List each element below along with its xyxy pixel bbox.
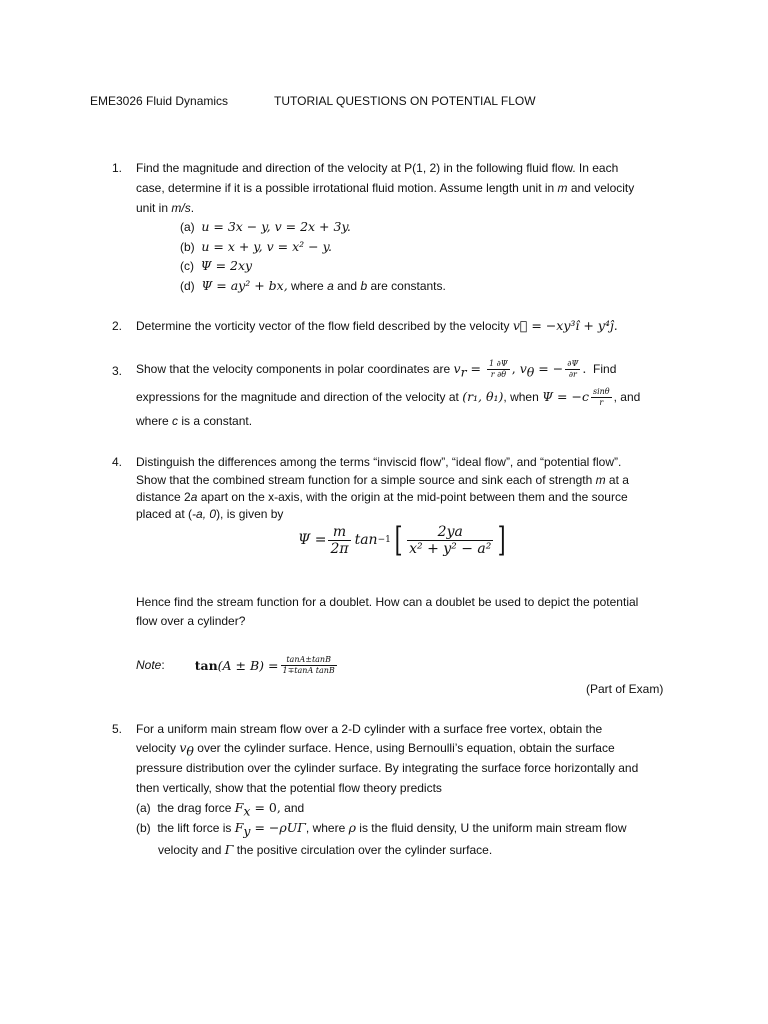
question-number: 2. (112, 319, 123, 333)
question-text: Find the magnitude and direction of the velocity at P(1, 2) in the following fluid flow. In each (136, 161, 619, 175)
fraction: $\frac{\partial\Psi}{\partial r}$ (567, 359, 579, 380)
question-text: Show that the combined stream function for a simple source and sink each of strength m at a (136, 473, 629, 487)
subpart-b: (b) the lift force is $F_y = -\rho U\Gamma$, where ρ is the fluid density, U the uniform main stream flow (136, 820, 627, 839)
exam-note: (Part of Exam) (586, 682, 664, 696)
question-text: where c is a constant. (136, 414, 253, 428)
question-text: pressure distribution over the cylinder surface. By integrating the surface force horizontally and (136, 761, 639, 775)
fraction: $\frac{\sin\theta}{r}$ (592, 387, 610, 408)
question-number: 1. (112, 161, 123, 175)
question-text: then vertically, show that the potential flow theory predicts (136, 781, 442, 795)
course-name: EME3026 Fluid Dynamics (90, 94, 229, 108)
question-text: For a uniform main stream flow over a 2-D cylinder with a surface free vortex, obtain the (136, 722, 603, 736)
question-text: Hence find the stream function for a doublet. How can a doublet be used to depict the potential (136, 595, 639, 609)
subpart-a: (a) the drag force $F_x = 0$, and (136, 800, 305, 819)
subpart-b: (b) u = x + y, v = x² − y. (180, 239, 332, 254)
question-text: expressions for the magnitude and direction of the velocity at (r₁, θ₁), when Ψ = −c $\frac{\sin\theta}{r}$ , and (136, 387, 641, 408)
question-number: 5. (112, 722, 123, 736)
stream-function-equation: Ψ = $\frac{m}{2\pi}$ tan −1 [ $\frac{2ya}{\text{x² + y² − a²}}$ ] (298, 520, 506, 560)
question-number: 4. (112, 455, 123, 469)
document-title: TUTORIAL QUESTIONS ON POTENTIAL FLOW (274, 94, 536, 108)
note-formula: Note : tan (A ± B) = $\frac{\tan A\pm\tan B}{\text{1∓tanA tanB}}$ (136, 654, 335, 675)
question-text: Distinguish the differences among the terms “inviscid flow”, “ideal flow”, and “potential flow”. (136, 455, 622, 469)
question-number: 3. (112, 364, 123, 378)
fraction: $\frac{2ya}{\text{x² + y² − a²}}$ (409, 523, 492, 557)
question-text: Show that the velocity components in polar coordinates are $v_r$ = $\frac{1 \partial\Psi}{r \partial\theta}$ , $v_\theta$ = − $\frac{\partial\Psi}{\partial r}$ . Find (136, 359, 617, 380)
fraction: $\frac{1 \partial\Psi}{r \partial\theta}$ (488, 359, 508, 380)
subpart-c: (c) Ψ = 2xy (180, 258, 253, 273)
question-text: flow over a cylinder? (136, 614, 246, 628)
subpart-d: (d) Ψ = ay² + bx, where a and b are constants. (180, 278, 446, 293)
question-text: case, determine if it is a possible irrotational fluid motion. Assume length unit in m and velocity (136, 181, 635, 195)
fraction: $\frac{\tan A\pm\tan B}{\text{1∓tanA tanB}}$ (282, 654, 335, 675)
fraction: $\frac{m}{2\pi}$ (330, 523, 349, 557)
subpart-b-continued: velocity and Γ the positive circulation over the cylinder surface. (158, 842, 493, 857)
question-text: distance 2a apart on the x-axis, with the origin at the mid-point between them and the source (136, 490, 628, 504)
subpart-a: (a) u = 3x − y, v = 2x + 3y. (180, 219, 351, 234)
question-text: Determine the vorticity vector of the flow field described by the velocity v⃗ = −xy³î + y⁴ĵ. (136, 318, 618, 333)
question-text: unit in m/s. (136, 201, 195, 215)
question-text: velocity $v_\theta$ over the cylinder surface. Hence, using Bernoulli’s equation, obtain the surface (136, 740, 615, 759)
question-text: placed at (-a, 0), is given by (136, 507, 284, 521)
